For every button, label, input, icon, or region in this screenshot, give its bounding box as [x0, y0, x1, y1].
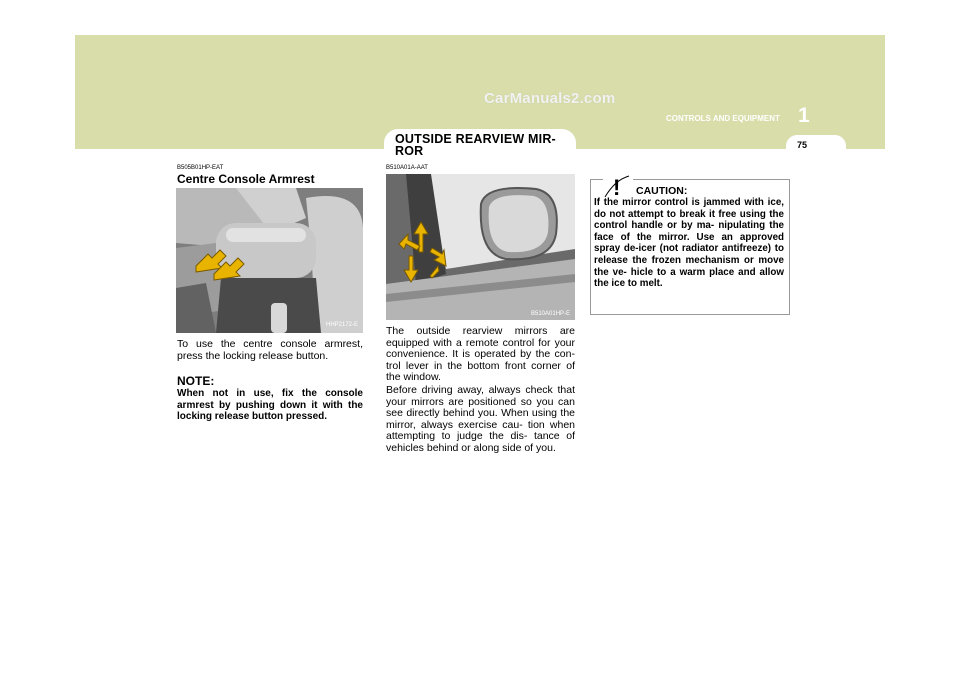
watermark-text: CarManuals2.com: [484, 90, 616, 107]
mirror-photo: [386, 174, 575, 320]
note-title: NOTE:: [177, 374, 215, 388]
armrest-section-code: B505B01HP-EAT: [177, 165, 224, 171]
armrest-photo: [176, 188, 363, 333]
warning-icon: [603, 174, 633, 198]
armrest-body-text: To use the centre console armrest, press the locking release button.: [177, 338, 363, 362]
caution-body: If the mirror control is jammed with ice, do not attempt to break it free using the control handle or by ma- nipulating the face of the mirror. Use an approved spray de-icer (not radiator antifreeze) to release the frozen mechanism or move the ve- hicle to a warm place and allow the ice to melt.: [594, 197, 784, 290]
armrest-heading: Centre Console Armrest: [177, 172, 315, 186]
svg-text:!: !: [613, 175, 621, 198]
page-number: 75: [797, 140, 808, 150]
chapter-title: CONTROLS AND EQUIPMENT: [666, 114, 780, 123]
note-body: When not in use, fix the console armrest by pushing down it with the locking release button pressed.: [177, 388, 363, 422]
armrest-photo-caption: HHP2172-E: [326, 322, 359, 328]
chapter-number: 1: [798, 104, 810, 127]
mirror-section-code: B510A01A-AAT: [386, 165, 428, 171]
caution-title: CAUTION:: [636, 185, 688, 197]
page-number-tab: [786, 135, 846, 157]
section-title: OUTSIDE REARVIEW MIR- ROR: [395, 132, 556, 158]
mirror-body-text-2: Before driving away, always check that your mirrors are positioned so you can see directly behind you. When using the mirror, always exercise cau- tion when attempting to judge the dis- tance of vehicles behind or along side of you.: [386, 384, 575, 454]
mirror-body-text-1: The outside rearview mirrors are equipped with a remote control for your convenience. It is operated by the con- trol lever in the bottom front corner of the window.: [386, 325, 575, 384]
mirror-photo-caption: B510A01HP-E: [531, 311, 571, 317]
